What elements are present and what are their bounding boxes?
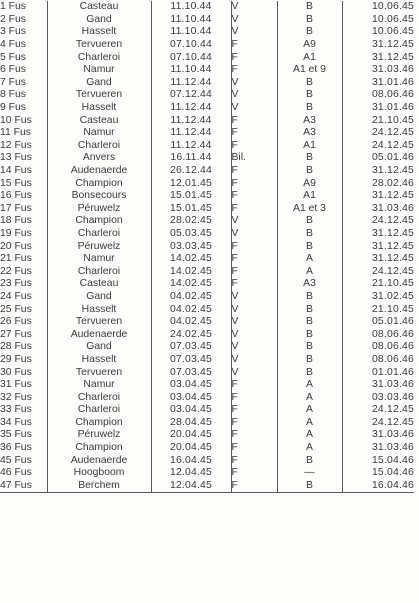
table-row	[0, 328, 414, 341]
city-cell: Péruwelz	[47, 429, 151, 442]
unit-cell: 14 Fus	[0, 165, 32, 177]
end-date-cell: 31.03.46	[342, 203, 414, 216]
table-row	[0, 51, 414, 64]
end-date-cell: 10.06.45	[342, 1, 414, 14]
start-date-cell: 03.04.45	[151, 404, 231, 417]
type-cell: V	[231, 14, 277, 27]
table-row	[0, 114, 414, 127]
end-date-cell: 24.12.45	[342, 140, 414, 153]
type-cell: F	[231, 114, 277, 127]
grade-cell: B	[277, 77, 342, 90]
start-date-cell: 12.04.45	[151, 480, 231, 493]
start-date-cell: 14.02.45	[151, 253, 231, 266]
grade-cell: A1	[277, 190, 342, 203]
type-cell: Bil.	[231, 152, 277, 165]
type-cell: F	[231, 480, 277, 493]
city-cell: Audenaerde	[47, 328, 151, 341]
end-date-cell: 03.03.46	[342, 391, 414, 404]
grade-cell: B	[277, 228, 342, 241]
unit-register-body	[0, 1, 414, 493]
start-date-cell: 11.12.44	[151, 102, 231, 115]
city-cell: Namur	[47, 379, 151, 392]
city-cell: Berchem	[47, 480, 151, 493]
city-cell: Audenaerde	[47, 165, 151, 178]
end-date-cell: 31.12.45	[342, 165, 414, 178]
unit-cell: 46 Fus	[0, 467, 32, 479]
grade-cell: A	[277, 429, 342, 442]
end-date-cell: 16.04.46	[342, 480, 414, 493]
start-date-cell: 12.01.45	[151, 177, 231, 190]
grade-cell: B	[277, 26, 342, 39]
table-row	[0, 39, 414, 52]
unit-cell: 31 Fus	[0, 379, 32, 391]
grade-cell: —	[277, 467, 342, 480]
end-date-cell: 08.06.46	[342, 89, 414, 102]
grade-cell: B	[277, 165, 342, 178]
unit-cell: 7 Fus	[0, 76, 26, 88]
grade-cell: B	[277, 316, 342, 329]
unit-cell: 11 Fus	[0, 127, 31, 139]
table-row	[0, 215, 414, 228]
start-date-cell: 11.10.44	[151, 1, 231, 14]
end-date-cell: 31.03.46	[342, 64, 414, 77]
city-cell: Champion	[47, 442, 151, 455]
grade-cell: B	[277, 454, 342, 467]
start-date-cell: 03.03.45	[151, 240, 231, 253]
type-cell: V	[231, 316, 277, 329]
type-cell: F	[231, 442, 277, 455]
start-date-cell: 04.02.45	[151, 303, 231, 316]
grade-cell: A9	[277, 39, 342, 52]
city-cell: Gand	[47, 14, 151, 27]
start-date-cell: 11.12.44	[151, 114, 231, 127]
unit-cell: 36 Fus	[0, 442, 32, 454]
grade-cell: B	[277, 328, 342, 341]
city-cell: Hasselt	[47, 26, 151, 39]
unit-cell: 19 Fus	[0, 227, 32, 239]
city-cell: Gand	[47, 77, 151, 90]
grade-cell: B	[277, 303, 342, 316]
type-cell: V	[231, 77, 277, 90]
end-date-cell: 15.04.46	[342, 467, 414, 480]
unit-cell: 4 Fus	[0, 39, 26, 51]
grade-cell: B	[277, 89, 342, 102]
end-date-cell: 31.03.46	[342, 429, 414, 442]
grade-cell: A1 et 9	[277, 64, 342, 77]
start-date-cell: 26.12.44	[151, 165, 231, 178]
table-row	[0, 177, 414, 190]
city-cell: Namur	[47, 64, 151, 77]
table-row	[0, 152, 414, 165]
end-date-cell: 24.12.45	[342, 404, 414, 417]
start-date-cell: 11.12.44	[151, 77, 231, 90]
grade-cell: B	[277, 1, 342, 14]
table-row	[0, 165, 414, 178]
unit-cell: 24 Fus	[0, 290, 32, 302]
type-cell: V	[231, 303, 277, 316]
city-cell: Charleroi	[47, 265, 151, 278]
grade-cell: B	[277, 480, 342, 493]
start-date-cell: 11.12.44	[151, 127, 231, 140]
start-date-cell: 07.03.45	[151, 366, 231, 379]
table-row	[0, 127, 414, 140]
table-row	[0, 228, 414, 241]
end-date-cell: 24.12.45	[342, 127, 414, 140]
end-date-cell: 24.12.45	[342, 417, 414, 430]
city-cell: Casteau	[47, 1, 151, 14]
type-cell: V	[231, 228, 277, 241]
start-date-cell: 16.11.44	[151, 152, 231, 165]
start-date-cell: 11.10.44	[151, 26, 231, 39]
end-date-cell: 15.04.46	[342, 454, 414, 467]
start-date-cell: 03.04.45	[151, 379, 231, 392]
start-date-cell: 07.12.44	[151, 89, 231, 102]
end-date-cell: 31.12.45	[342, 39, 414, 52]
unit-cell: 16 Fus	[0, 190, 32, 202]
unit-cell: 6 Fus	[0, 64, 26, 76]
unit-cell: 3 Fus	[0, 26, 26, 38]
start-date-cell: 14.02.45	[151, 278, 231, 291]
unit-cell: 15 Fus	[0, 177, 32, 189]
grade-cell: A3	[277, 114, 342, 127]
type-cell: V	[231, 215, 277, 228]
start-date-cell: 20.04.45	[151, 442, 231, 455]
unit-register-table	[0, 1, 414, 493]
city-cell: Hoogboom	[47, 467, 151, 480]
type-cell: F	[231, 278, 277, 291]
type-cell: F	[231, 429, 277, 442]
unit-cell: 30 Fus	[0, 366, 32, 378]
grade-cell: A	[277, 379, 342, 392]
grade-cell: B	[277, 354, 342, 367]
start-date-cell: 05.03.45	[151, 228, 231, 241]
unit-cell: 9 Fus	[0, 102, 26, 114]
table-row	[0, 77, 414, 90]
unit-cell: 10 Fus	[0, 114, 32, 126]
type-cell: F	[231, 417, 277, 430]
end-date-cell: 31.12.45	[342, 240, 414, 253]
end-date-cell: 01.01.46	[342, 366, 414, 379]
type-cell: V	[231, 89, 277, 102]
type-cell: V	[231, 366, 277, 379]
city-cell: Charleroi	[47, 228, 151, 241]
unit-cell: 22 Fus	[0, 265, 32, 277]
table-row	[0, 429, 414, 442]
table-row	[0, 442, 414, 455]
table-row	[0, 265, 414, 278]
table-row	[0, 391, 414, 404]
end-date-cell: 05.01.46	[342, 316, 414, 329]
end-date-cell: 08.06.46	[342, 341, 414, 354]
end-date-cell: 31.03.46	[342, 442, 414, 455]
grade-cell: B	[277, 240, 342, 253]
unit-cell: 27 Fus	[0, 328, 32, 340]
type-cell: F	[231, 240, 277, 253]
end-date-cell: 10.06.45	[342, 14, 414, 27]
start-date-cell: 24.02.45	[151, 328, 231, 341]
type-cell: F	[231, 127, 277, 140]
end-date-cell: 08.06.46	[342, 354, 414, 367]
table-row	[0, 291, 414, 304]
start-date-cell: 28.04.45	[151, 417, 231, 430]
unit-cell: 23 Fus	[0, 278, 32, 290]
end-date-cell: 31.01.46	[342, 102, 414, 115]
end-date-cell: 21.10.45	[342, 303, 414, 316]
unit-cell: 21 Fus	[0, 253, 32, 265]
grade-cell: B	[277, 152, 342, 165]
grade-cell: A	[277, 265, 342, 278]
unit-cell: 35 Fus	[0, 429, 32, 441]
end-date-cell: 08.06.46	[342, 328, 414, 341]
type-cell: V	[231, 102, 277, 115]
type-cell: F	[231, 165, 277, 178]
start-date-cell: 07.10.44	[151, 51, 231, 64]
start-date-cell: 20.04.45	[151, 429, 231, 442]
city-cell: Champion	[47, 417, 151, 430]
city-cell: Namur	[47, 127, 151, 140]
table-row	[0, 366, 414, 379]
table-row	[0, 102, 414, 115]
start-date-cell: 07.10.44	[151, 39, 231, 52]
table-row	[0, 480, 414, 493]
type-cell: F	[231, 404, 277, 417]
city-cell: Gand	[47, 341, 151, 354]
city-cell: Tervueren	[47, 366, 151, 379]
type-cell: F	[231, 190, 277, 203]
grade-cell: A1	[277, 140, 342, 153]
end-date-cell: 31.12.45	[342, 190, 414, 203]
start-date-cell: 07.03.45	[151, 354, 231, 367]
table-row	[0, 467, 414, 480]
type-cell: F	[231, 51, 277, 64]
city-cell: Charleroi	[47, 404, 151, 417]
unit-cell: 45 Fus	[0, 454, 32, 466]
type-cell: F	[231, 265, 277, 278]
unit-cell: 47 Fus	[0, 480, 47, 493]
grade-cell: B	[277, 102, 342, 115]
city-cell: Gand	[47, 291, 151, 304]
table-row	[0, 278, 414, 291]
type-cell: F	[231, 454, 277, 467]
start-date-cell: 12.04.45	[151, 467, 231, 480]
start-date-cell: 14.02.45	[151, 265, 231, 278]
table-row	[0, 203, 414, 216]
city-cell: Péruwelz	[47, 203, 151, 216]
table-row	[0, 190, 414, 203]
city-cell: Casteau	[47, 114, 151, 127]
start-date-cell: 11.12.44	[151, 140, 231, 153]
grade-cell: B	[277, 14, 342, 27]
city-cell: Péruwelz	[47, 240, 151, 253]
end-date-cell: 21.10.45	[342, 278, 414, 291]
city-cell: Tervueren	[47, 39, 151, 52]
grade-cell: A3	[277, 127, 342, 140]
start-date-cell: 04.02.45	[151, 291, 231, 304]
type-cell: F	[231, 39, 277, 52]
grade-cell: A1 et 3	[277, 203, 342, 216]
city-cell: Charleroi	[47, 140, 151, 153]
grade-cell: A	[277, 404, 342, 417]
city-cell: Charleroi	[47, 391, 151, 404]
table-row	[0, 379, 414, 392]
table-row	[0, 26, 414, 39]
start-date-cell: 03.04.45	[151, 391, 231, 404]
unit-cell: 25 Fus	[0, 303, 32, 315]
end-date-cell: 10.06.45	[342, 26, 414, 39]
type-cell: F	[231, 467, 277, 480]
type-cell: V	[231, 328, 277, 341]
type-cell: V	[231, 291, 277, 304]
end-date-cell: 31.12.45	[342, 253, 414, 266]
start-date-cell: 04.02.45	[151, 316, 231, 329]
city-cell: Champion	[47, 177, 151, 190]
table-row	[0, 140, 414, 153]
table-row	[0, 89, 414, 102]
unit-cell: 13 Fus	[0, 152, 32, 164]
grade-cell: B	[277, 215, 342, 228]
start-date-cell: 28.02.45	[151, 215, 231, 228]
unit-cell: 18 Fus	[0, 215, 32, 227]
grade-cell: A	[277, 442, 342, 455]
type-cell: F	[231, 379, 277, 392]
table-row	[0, 14, 414, 27]
end-date-cell: 28.02.46	[342, 177, 414, 190]
grade-cell: B	[277, 366, 342, 379]
type-cell: F	[231, 391, 277, 404]
unit-cell: 34 Fus	[0, 416, 32, 428]
end-date-cell: 31.12.45	[342, 51, 414, 64]
city-cell: Tervueren	[47, 316, 151, 329]
unit-cell: 28 Fus	[0, 341, 32, 353]
end-date-cell: 24.12.45	[342, 265, 414, 278]
type-cell: F	[231, 140, 277, 153]
start-date-cell: 15.01.45	[151, 190, 231, 203]
unit-cell: 12 Fus	[0, 139, 32, 151]
unit-cell: 32 Fus	[0, 391, 32, 403]
unit-cell: 5 Fus	[0, 51, 26, 63]
unit-cell: 17 Fus	[0, 202, 32, 214]
table-row	[0, 240, 414, 253]
start-date-cell: 07.03.45	[151, 341, 231, 354]
unit-cell: 26 Fus	[0, 316, 32, 328]
table-row	[0, 354, 414, 367]
table-row	[0, 341, 414, 354]
unit-cell: 2 Fus	[0, 13, 26, 25]
city-cell: Charleroi	[47, 51, 151, 64]
type-cell: F	[231, 177, 277, 190]
city-cell: Anvers	[47, 152, 151, 165]
grade-cell: A	[277, 253, 342, 266]
end-date-cell: 31.02.45	[342, 291, 414, 304]
grade-cell: A1	[277, 51, 342, 64]
unit-cell: 1 Fus	[0, 1, 26, 13]
table-row	[0, 1, 414, 14]
city-cell: Namur	[47, 253, 151, 266]
type-cell: V	[231, 354, 277, 367]
grade-cell: A3	[277, 278, 342, 291]
city-cell: Hasselt	[47, 102, 151, 115]
type-cell: V	[231, 26, 277, 39]
table-row	[0, 404, 414, 417]
city-cell: Audenaerde	[47, 454, 151, 467]
city-cell: Casteau	[47, 278, 151, 291]
grade-cell: B	[277, 291, 342, 304]
table-row	[0, 64, 414, 77]
end-date-cell: 24.12.45	[342, 215, 414, 228]
type-cell: F	[231, 203, 277, 216]
start-date-cell: 11.10.44	[151, 14, 231, 27]
unit-cell: 33 Fus	[0, 404, 32, 416]
type-cell: F	[231, 64, 277, 77]
unit-cell: 8 Fus	[0, 89, 26, 101]
start-date-cell: 15.01.45	[151, 203, 231, 216]
city-cell: Tervueren	[47, 89, 151, 102]
city-cell: Bonsecours	[47, 190, 151, 203]
end-date-cell: 31.01.46	[342, 77, 414, 90]
city-cell: Champion	[47, 215, 151, 228]
type-cell: F	[231, 253, 277, 266]
end-date-cell: 31.03.46	[342, 379, 414, 392]
table-row	[0, 253, 414, 266]
end-date-cell: 05.01.46	[342, 152, 414, 165]
type-cell: V	[231, 1, 277, 14]
start-date-cell: 11.10.44	[151, 64, 231, 77]
grade-cell: A	[277, 417, 342, 430]
table-row	[0, 454, 414, 467]
end-date-cell: 21.10.45	[342, 114, 414, 127]
table-row	[0, 303, 414, 316]
end-date-cell: 31.12.45	[342, 228, 414, 241]
city-cell: Hasselt	[47, 303, 151, 316]
grade-cell: A	[277, 391, 342, 404]
type-cell: V	[231, 341, 277, 354]
grade-cell: A9	[277, 177, 342, 190]
table-row	[0, 316, 414, 329]
city-cell: Hasselt	[47, 354, 151, 367]
grade-cell: B	[277, 341, 342, 354]
unit-cell: 29 Fus	[0, 353, 32, 365]
table-row	[0, 417, 414, 430]
unit-cell: 20 Fus	[0, 240, 32, 252]
start-date-cell: 16.04.45	[151, 454, 231, 467]
